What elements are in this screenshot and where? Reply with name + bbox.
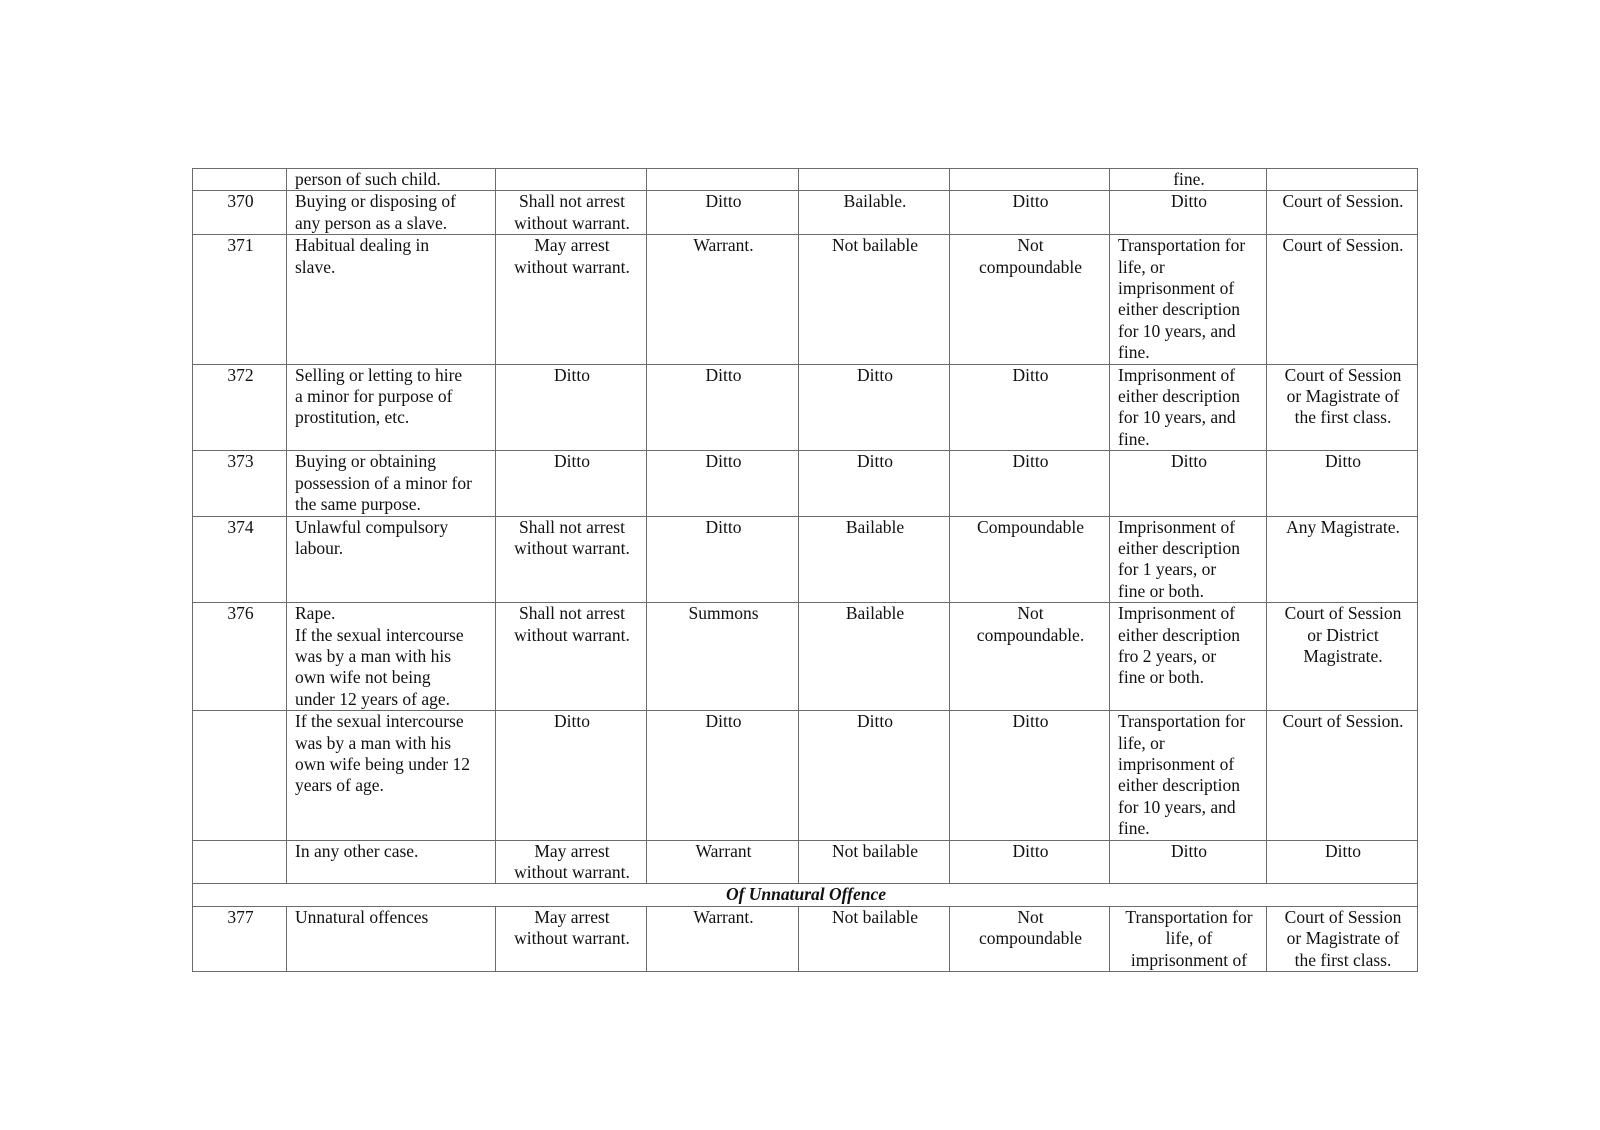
arrest-cell: Shall not arrest without warrant. bbox=[496, 191, 647, 235]
section-number-cell bbox=[193, 840, 287, 884]
table-row bbox=[193, 906, 1418, 971]
offence-cell: Habitual dealing in slave. bbox=[287, 235, 496, 364]
arrest-cell: Ditto bbox=[496, 364, 647, 451]
court-cell: Court of Session. bbox=[1267, 235, 1418, 364]
compoundable-cell: Compoundable bbox=[950, 516, 1110, 603]
punishment-cell: Ditto bbox=[1110, 191, 1267, 235]
compoundable-cell: Not compoundable bbox=[950, 906, 1110, 971]
summons-warrant-cell: Warrant. bbox=[647, 906, 799, 971]
table-row bbox=[193, 191, 1418, 235]
table-row bbox=[193, 451, 1418, 516]
court-cell: Court of Session. bbox=[1267, 191, 1418, 235]
section-number-cell: 377 bbox=[193, 906, 287, 971]
bailable-cell bbox=[799, 169, 950, 191]
court-cell: Court of Session or Magistrate of the first class. bbox=[1267, 906, 1418, 971]
section-number-cell: 370 bbox=[193, 191, 287, 235]
court-cell: Any Magistrate. bbox=[1267, 516, 1418, 603]
summons-warrant-cell: Warrant bbox=[647, 840, 799, 884]
table-body-lower bbox=[193, 906, 1418, 971]
court-cell: Ditto bbox=[1267, 840, 1418, 884]
punishment-cell: Transportation for life, or imprisonment of either description for 10 years, and fine. bbox=[1110, 711, 1267, 840]
compoundable-cell: Not compoundable. bbox=[950, 603, 1110, 711]
bailable-cell: Ditto bbox=[799, 451, 950, 516]
section-number-cell: 374 bbox=[193, 516, 287, 603]
offence-cell: In any other case. bbox=[287, 840, 496, 884]
bailable-cell: Bailable bbox=[799, 516, 950, 603]
table-row bbox=[193, 711, 1418, 840]
punishment-cell: Imprisonment of either description for 10 years, and fine. bbox=[1110, 364, 1267, 451]
table-row bbox=[193, 235, 1418, 364]
summons-warrant-cell: Ditto bbox=[647, 364, 799, 451]
punishment-cell: fine. bbox=[1110, 169, 1267, 191]
section-heading-row bbox=[193, 884, 1418, 906]
offences-table bbox=[192, 168, 1418, 972]
section-number-cell bbox=[193, 169, 287, 191]
section-number-cell: 373 bbox=[193, 451, 287, 516]
punishment-cell: Ditto bbox=[1110, 840, 1267, 884]
table-body-heading bbox=[193, 884, 1418, 906]
punishment-cell: Imprisonment of either description fro 2 years, or fine or both. bbox=[1110, 603, 1267, 711]
offence-cell: If the sexual intercourse was by a man with his own wife being under 12 years of age. bbox=[287, 711, 496, 840]
arrest-cell: Ditto bbox=[496, 711, 647, 840]
offence-cell: Buying or obtaining possession of a minor for the same purpose. bbox=[287, 451, 496, 516]
compoundable-cell bbox=[950, 169, 1110, 191]
summons-warrant-cell: Warrant. bbox=[647, 235, 799, 364]
punishment-cell: Transportation for life, of imprisonment of bbox=[1110, 906, 1267, 971]
bailable-cell: Ditto bbox=[799, 364, 950, 451]
offence-cell: person of such child. bbox=[287, 169, 496, 191]
table-row bbox=[193, 364, 1418, 451]
summons-warrant-cell: Ditto bbox=[647, 451, 799, 516]
bailable-cell: Not bailable bbox=[799, 840, 950, 884]
punishment-cell: Transportation for life, or imprisonment of either description for 10 years, and fine. bbox=[1110, 235, 1267, 364]
section-number-cell: 372 bbox=[193, 364, 287, 451]
bailable-cell: Bailable bbox=[799, 603, 950, 711]
bailable-cell: Not bailable bbox=[799, 906, 950, 971]
compoundable-cell: Ditto bbox=[950, 711, 1110, 840]
section-number-cell: 371 bbox=[193, 235, 287, 364]
punishment-cell: Imprisonment of either description for 1 years, or fine or both. bbox=[1110, 516, 1267, 603]
summons-warrant-cell: Ditto bbox=[647, 191, 799, 235]
court-cell: Ditto bbox=[1267, 451, 1418, 516]
offence-cell: Buying or disposing of any person as a slave. bbox=[287, 191, 496, 235]
arrest-cell: Ditto bbox=[496, 451, 647, 516]
arrest-cell bbox=[496, 169, 647, 191]
offence-cell: Rape. If the sexual intercourse was by a man with his own wife not being under 12 years of age. bbox=[287, 603, 496, 711]
bailable-cell: Ditto bbox=[799, 711, 950, 840]
court-cell: Court of Session or Magistrate of the first class. bbox=[1267, 364, 1418, 451]
summons-warrant-cell: Ditto bbox=[647, 516, 799, 603]
section-number-cell bbox=[193, 711, 287, 840]
section-number-cell: 376 bbox=[193, 603, 287, 711]
offence-cell: Unlawful compulsory labour. bbox=[287, 516, 496, 603]
bailable-cell: Not bailable bbox=[799, 235, 950, 364]
summons-warrant-cell: Ditto bbox=[647, 711, 799, 840]
compoundable-cell: Ditto bbox=[950, 451, 1110, 516]
compoundable-cell: Ditto bbox=[950, 840, 1110, 884]
offence-cell: Selling or letting to hire a minor for purpose of prostitution, etc. bbox=[287, 364, 496, 451]
table-row bbox=[193, 840, 1418, 884]
compoundable-cell: Not compoundable bbox=[950, 235, 1110, 364]
offence-cell: Unnatural offences bbox=[287, 906, 496, 971]
compoundable-cell: Ditto bbox=[950, 191, 1110, 235]
court-cell: Court of Session or District Magistrate. bbox=[1267, 603, 1418, 711]
arrest-cell: May arrest without warrant. bbox=[496, 906, 647, 971]
table-row bbox=[193, 169, 1418, 191]
arrest-cell: May arrest without warrant. bbox=[496, 840, 647, 884]
arrest-cell: Shall not arrest without warrant. bbox=[496, 516, 647, 603]
arrest-cell: May arrest without warrant. bbox=[496, 235, 647, 364]
court-cell bbox=[1267, 169, 1418, 191]
table-row bbox=[193, 516, 1418, 603]
summons-warrant-cell: Summons bbox=[647, 603, 799, 711]
arrest-cell: Shall not arrest without warrant. bbox=[496, 603, 647, 711]
table-body-upper bbox=[193, 169, 1418, 884]
summons-warrant-cell bbox=[647, 169, 799, 191]
bailable-cell: Bailable. bbox=[799, 191, 950, 235]
court-cell: Court of Session. bbox=[1267, 711, 1418, 840]
compoundable-cell: Ditto bbox=[950, 364, 1110, 451]
section-heading: Of Unnatural Offence bbox=[193, 884, 1418, 906]
punishment-cell: Ditto bbox=[1110, 451, 1267, 516]
table-row bbox=[193, 603, 1418, 711]
